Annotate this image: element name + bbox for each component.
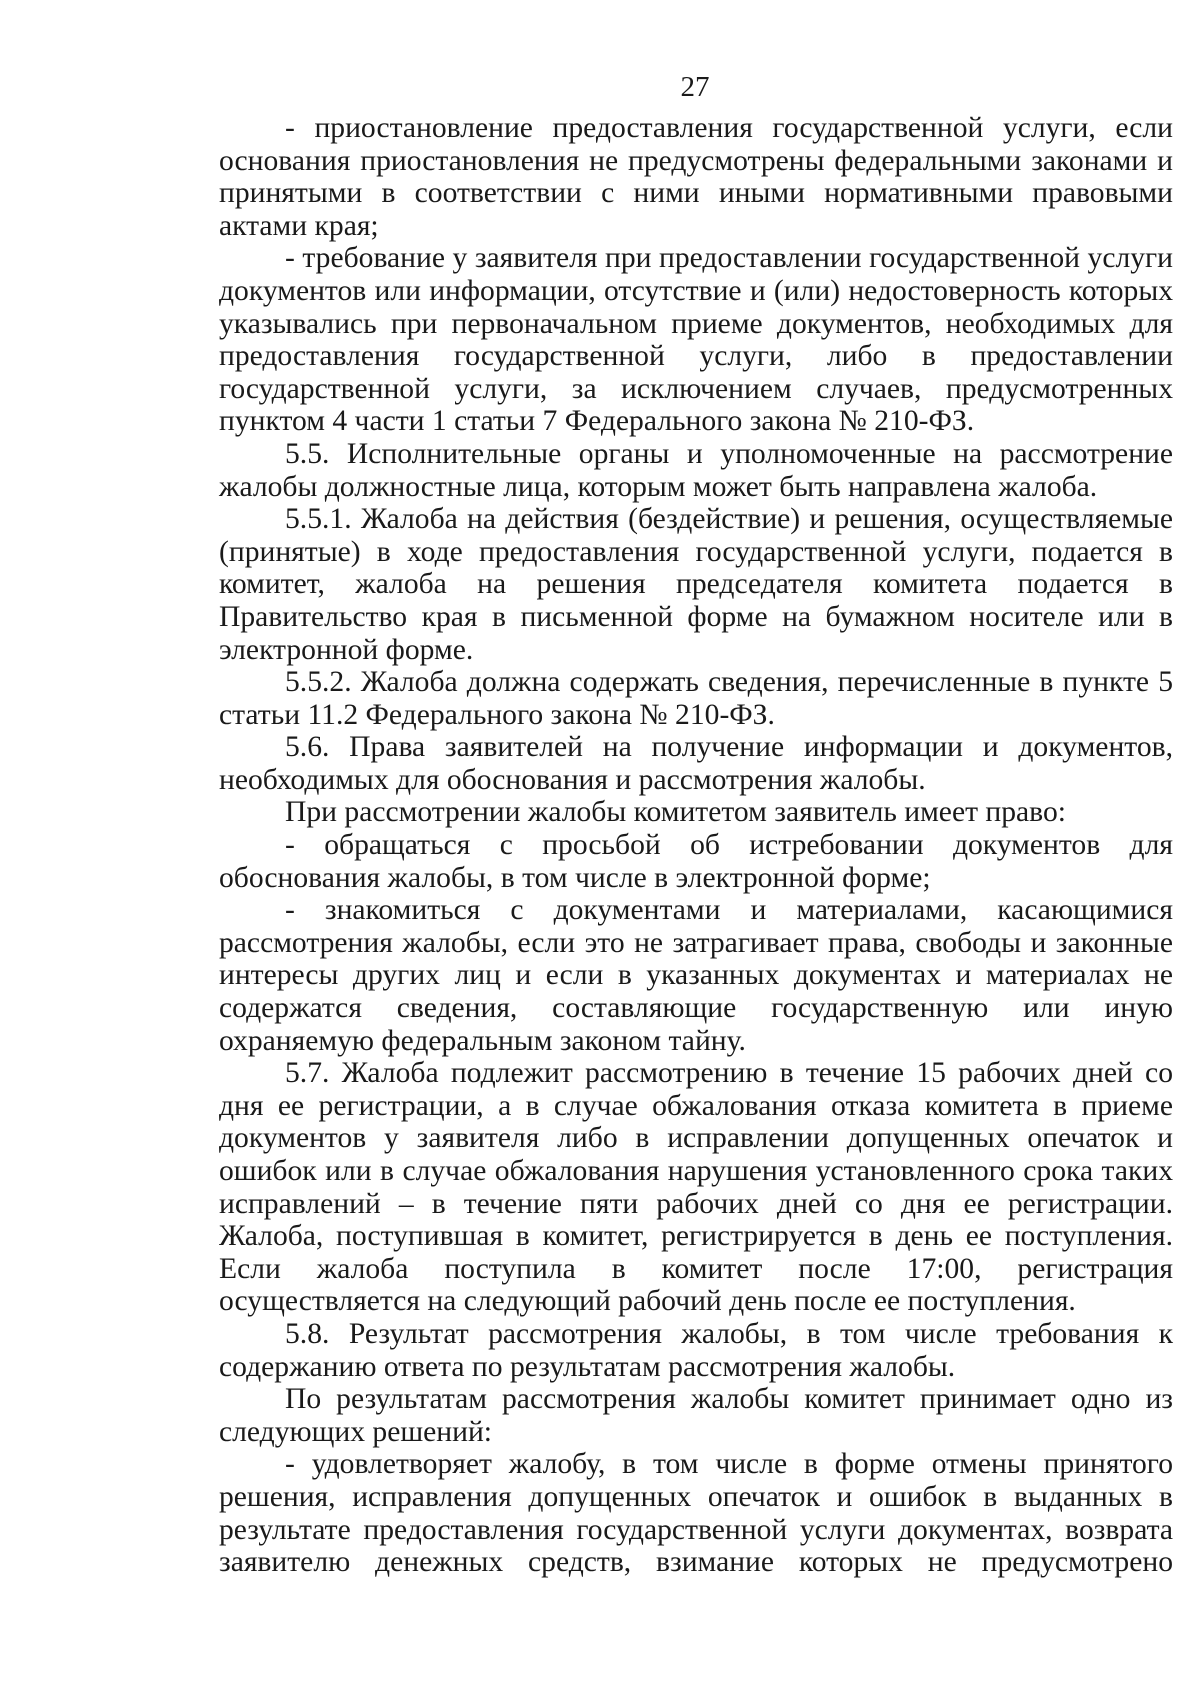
page-number: 27 (680, 71, 710, 103)
paragraph: - обращаться с просьбой об истребовании документов для обоснования жалобы, в том числе в электронной форме; (219, 829, 1173, 894)
paragraph: 5.5. Исполнительные органы и уполномоченные на рассмотрение жалобы должностные лица, которым может быть направлена жалоба. (219, 437, 1173, 503)
paragraph: 5.6. Права заявителей на получение информации и документов, необходимых для обоснования и рассмотрения жалобы. (219, 731, 1173, 796)
paragraph: 5.5.2. Жалоба должна содержать сведения, перечисленные в пункте 5 статьи 11.2 Федерального закона № 210-ФЗ. (219, 666, 1173, 731)
paragraph: При рассмотрении жалобы комитетом заявитель имеет право: (285, 796, 1066, 829)
paragraph: 5.7. Жалоба подлежит рассмотрению в течение 15 рабочих дней со дня ее регистрации, а в случае обжалования отказа комитета в приеме документов у заявителя либо в исправлении допущенных опечаток и ошибок или в случае обжалования нарушения установленного срока таких исправлений – в течение пяти рабочих дней со дня ее регистрации. Жалоба, поступившая в комитет, регистрируется в день ее поступления. Если жалоба поступила в комитет после 17:00, регистрация осуществляется на следующий рабочий день после ее поступления. (219, 1057, 1173, 1318)
paragraph: По результатам рассмотрения жалобы комитет принимает одно из следующих решений: (219, 1383, 1173, 1448)
paragraph: - приостановление предоставления государственной услуги, если основания приостановления не предусмотрены федеральными законами и принятыми в соответствии с ними иными нормативными правовыми актами края; (219, 112, 1173, 242)
paragraph: - удовлетворяет жалобу, в том числе в форме отмены принятого решения, исправления допущенных опечаток и ошибок в выданных в результате предоставления государственной услуги документах, возврата заявителю денежных средств, взимание которых не предусмотрено (219, 1448, 1173, 1579)
paragraph: 5.8. Результат рассмотрения жалобы, в том числе требования к содержанию ответа по результатам рассмотрения жалобы. (219, 1317, 1173, 1383)
document-body (219, 112, 1173, 1579)
paragraph: - знакомиться с документами и материалами, касающимися рассмотрения жалобы, если это не затрагивает права, свободы и законные интересы других лиц и если в указанных документах и материалах не содержатся сведения, составляющие государственную или иную охраняемую федеральным законом тайну. (219, 894, 1173, 1057)
paragraph: 5.5.1. Жалоба на действия (бездействие) и решения, осуществляемые (принятые) в ходе предоставления государственной услуги, подается в комитет, жалоба на решения председателя комитета подается в Правительство края в письменной форме на бумажном носителе или в электронной форме. (219, 503, 1173, 666)
paragraph: - требование у заявителя при предоставлении государственной услуги документов или информации, отсутствие и (или) недостоверность которых указывались при первоначальном приеме документов, необходимых для предоставления государственной услуги, либо в предоставлении государственной услуги, за исключением случаев, предусмотренных пунктом 4 части 1 статьи 7 Федерального закона № 210-ФЗ. (219, 242, 1173, 438)
